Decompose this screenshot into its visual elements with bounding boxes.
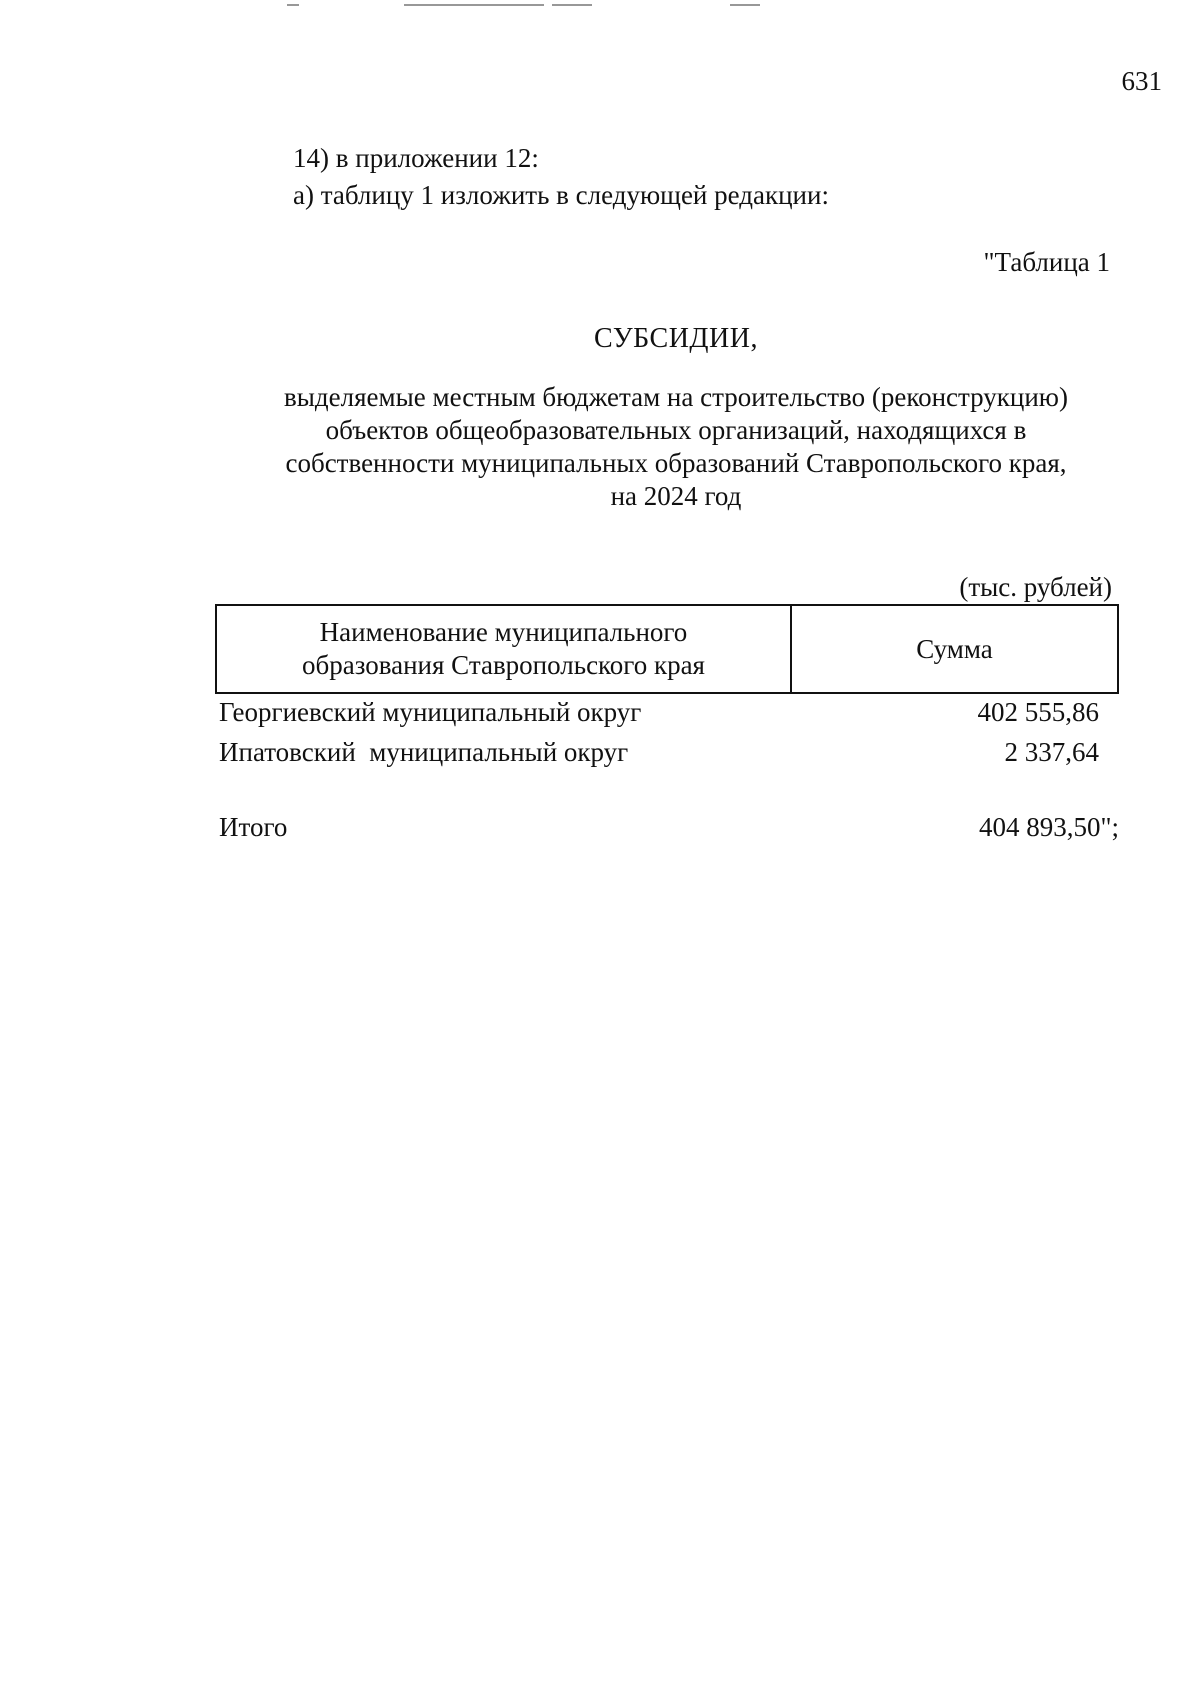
subtitle-line: собственности муниципальных образований Ставропольского края, bbox=[285, 448, 1067, 478]
subtitle-line: объектов общеобразовательных организаций, находящихся в bbox=[325, 415, 1027, 445]
municipality-name: Георгиевский муниципальный округ bbox=[219, 697, 642, 727]
table-header bbox=[215, 604, 1119, 694]
table-row bbox=[219, 697, 1099, 728]
municipality-name: Ипатовский муниципальный округ bbox=[219, 737, 629, 767]
total-value: 404 893,50"; bbox=[978, 812, 1119, 842]
total-label: Итого bbox=[219, 812, 288, 842]
header-name-line: Наименование муниципального bbox=[319, 617, 688, 647]
scan-artifacts bbox=[0, 0, 1200, 12]
table-row bbox=[219, 737, 1099, 768]
page-number: 631 bbox=[1121, 66, 1162, 96]
header-sum: Сумма bbox=[916, 633, 993, 664]
intro-text bbox=[293, 140, 829, 214]
subtitle-line: выделяемые местным бюджетам на строительство (реконструкцию) bbox=[284, 382, 1068, 412]
intro-line-item: 14) в приложении 12: bbox=[293, 143, 539, 173]
units-label: (тыс. рублей) bbox=[959, 572, 1112, 602]
document-subtitle bbox=[236, 381, 1116, 513]
header-municipality-name bbox=[217, 606, 792, 692]
header-name-line: образования Ставропольского края bbox=[302, 650, 705, 680]
intro-line-subitem: а) таблицу 1 изложить в следующей редакции: bbox=[293, 180, 829, 210]
subtitle-line: на 2024 год bbox=[610, 481, 742, 511]
sum-value: 402 555,86 bbox=[977, 697, 1099, 727]
total-row bbox=[219, 812, 1119, 843]
document-title: СУБСИДИИ, bbox=[594, 323, 758, 354]
sum-value: 2 337,64 bbox=[1004, 737, 1099, 767]
table-tag: "Таблица 1 bbox=[983, 247, 1110, 277]
